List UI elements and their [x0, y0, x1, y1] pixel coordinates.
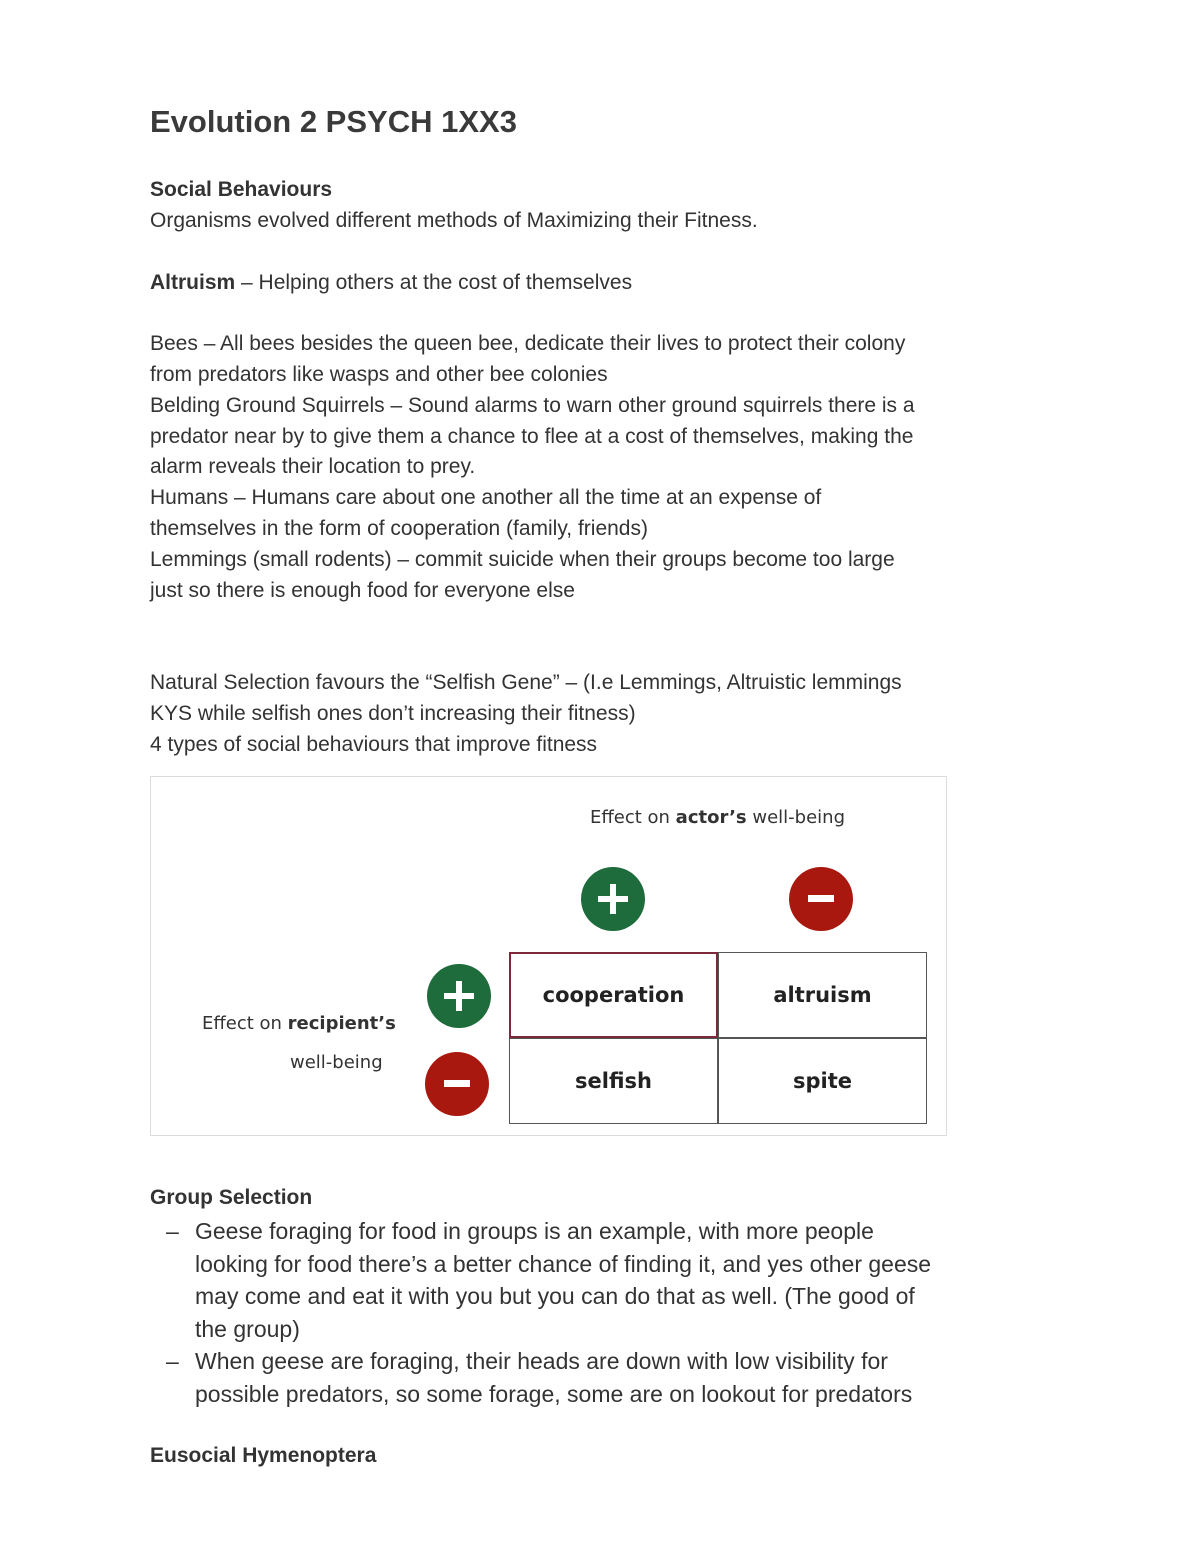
eusocial-hymenoptera-heading: Eusocial Hymenoptera: [150, 1444, 377, 1467]
recipient-label-prefix: Effect on: [202, 1013, 288, 1034]
selection-line: Natural Selection favours the “Selfish Gene” – (I.e Lemmings, Altruistic lemmings: [150, 671, 902, 694]
example-line: themselves in the form of cooperation (family, friends): [150, 517, 648, 540]
actor-axis-label: [590, 807, 845, 828]
plus-icon: [581, 867, 645, 931]
bullet-line: Geese foraging for food in groups is an example, with more people: [195, 1218, 874, 1244]
page-title: Evolution 2 PSYCH 1XX3: [150, 104, 517, 139]
actor-label-prefix: Effect on: [590, 807, 676, 828]
group-selection-heading: Group Selection: [150, 1186, 313, 1209]
plus-icon: [427, 964, 491, 1028]
cell-cooperation: cooperation: [509, 952, 718, 1038]
bullet-line: looking for food there’s a better chance of finding it, and yes other geese: [195, 1251, 932, 1277]
example-line: just so there is enough food for everyone else: [150, 579, 575, 602]
actor-label-bold: actor’s: [675, 807, 747, 828]
minus-icon: [425, 1052, 489, 1116]
social-behaviours-intro: Organisms evolved different methods of Maximizing their Fitness.: [150, 209, 758, 232]
altruism-definition-text: – Helping others at the cost of themselves: [235, 271, 633, 294]
bullet-line: may come and eat it with you but you can do that as well. (The good of: [195, 1283, 915, 1309]
cell-selfish: selfish: [509, 1038, 718, 1124]
example-line: Humans – Humans care about one another all the time at an expense of: [150, 486, 822, 509]
cell-spite: spite: [718, 1038, 927, 1124]
bullet-line: the group): [195, 1316, 300, 1342]
social-behaviours-heading: Social Behaviours: [150, 178, 333, 201]
example-line: from predators like wasps and other bee colonies: [150, 363, 608, 386]
recipient-label-bold: recipient’s: [287, 1013, 396, 1034]
recipient-axis-label: [202, 1013, 396, 1034]
bullet-dash: –: [166, 1348, 179, 1374]
altruism-definition: [150, 267, 632, 298]
behaviour-matrix: [509, 952, 927, 1124]
bullet-dash: –: [166, 1218, 179, 1244]
bullet-line: possible predators, so some forage, some are on lookout for predators: [195, 1381, 913, 1407]
social-behaviour-matrix-figure: [150, 776, 947, 1136]
cell-altruism: altruism: [718, 952, 927, 1038]
altruism-term: Altruism: [150, 271, 236, 294]
example-line: Bees – All bees besides the queen bee, dedicate their lives to protect their colony: [150, 332, 906, 355]
selection-line: KYS while selfish ones don’t increasing their fitness): [150, 702, 636, 725]
example-line: alarm reveals their location to prey.: [150, 455, 476, 478]
example-line: Belding Ground Squirrels – Sound alarms to warn other ground squirrels there is a: [150, 394, 915, 417]
minus-icon: [789, 867, 853, 931]
example-line: Lemmings (small rodents) – commit suicide when their groups become too large: [150, 548, 895, 571]
recipient-axis-label-line2: well-being: [290, 1052, 383, 1073]
actor-label-suffix: well-being: [746, 807, 846, 828]
example-line: predator near by to give them a chance to flee at a cost of themselves, making the: [150, 425, 914, 448]
bullet-line: When geese are foraging, their heads are down with low visibility for: [195, 1348, 888, 1374]
selection-line: 4 types of social behaviours that improve fitness: [150, 733, 598, 756]
